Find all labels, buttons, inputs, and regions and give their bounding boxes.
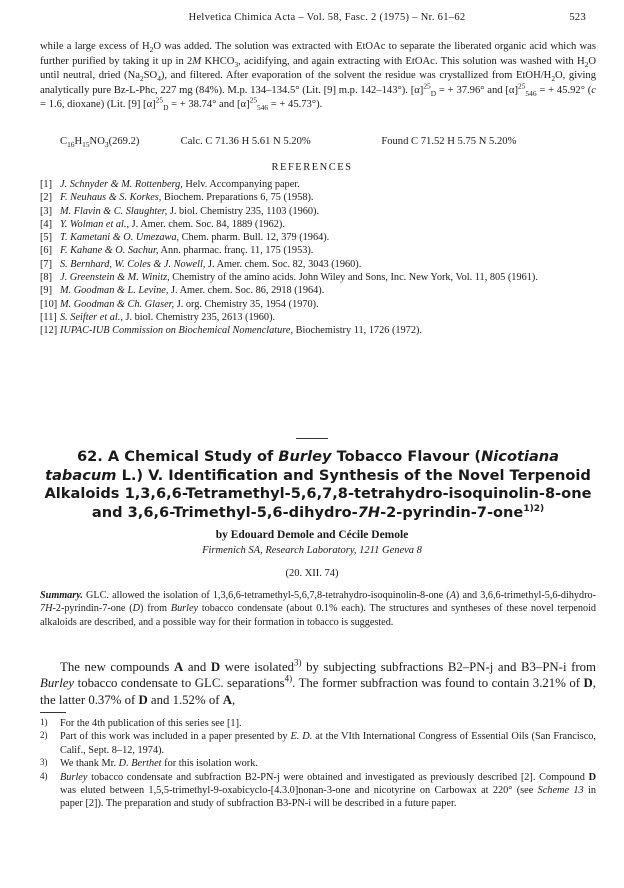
reference-item: [10] M. Goodman & Ch. Glaser, J. org. Chemistry 35, 1954 (1970).: [40, 298, 319, 310]
reference-item: [8] J. Greenstein & M. Winitz, Chemistry of the amino acids. John Wiley and Sons, Inc. New York, Vol. 11, 805 (1961).: [40, 272, 538, 284]
reference-item: [4] Y. Wolman et al., J. Amer. chem. Soc. 84, 1889 (1962).: [40, 218, 285, 230]
received-date: (20. XII. 74): [285, 568, 339, 579]
reference-item: [11] S. Seifter et al., J. biol. Chemistry 235, 2613 (1960).: [40, 311, 276, 323]
page-number: 523: [569, 12, 586, 23]
found-values: Found C 71.52 H 5.75 N 5.20%: [381, 136, 517, 147]
reference-item: [2] F. Neuhaus & S. Korkes, Biochem. Preparations 6, 75 (1958).: [40, 192, 314, 204]
reference-item: [6] F. Kahane & O. Sachur, Ann. pharmac. franç. 11, 175 (1953).: [40, 245, 314, 257]
affiliation: Firmenich SA, Research Laboratory, 1211 Geneva 8: [202, 545, 422, 556]
intro-paragraph: while a large excess of $H_2O$ was added. The solution was extracted with EtOAc to separate the liberated organic acid which was further purified by taking it up in 2M $KHCO_3$, acidifying, and again extracting with EtOAc. This solution was washed with $H_2O$ until neutral, dried $(Na_2SO_4)$, and filtered. After evaporation of the solvent the residue was crystallized from EtOH/$H_2O$, giving analytically pure Bz-L-Phc, 227 mg (84%). M.p. 134–134.5° (Lit. [9] m.p. 142–143°). $[\alpha]^{25}_D$ = + 37.96° and $[\alpha]^{25}_{546}$ = + 45.92° (c = 1.6, dioxane) (Lit. [9] $[\alpha]^{25}_D$ = + 38.74° and $[\alpha]^{25}_{546}$ = + 45.73°).: [40, 41, 597, 113]
calculated-values: Calc. C 71.36 H 5.61 N 5.20%: [180, 136, 311, 147]
article-title: 62. A Chemical Study of Burley Tobacco Flavour (Nicotiana tabacum L.) V. Identification and Synthesis of the Novel Terpenoid Alkaloids 1,3,6,6-Tetramethyl-5,6,7,8-tetrahydro-isoquinolin-8-one and 3,6,6-Trimethyl-5,6-dihydro-7H-2-pyrindin-7-one$^{1)2)}$: [44, 448, 592, 521]
footnote-item: 1) For the 4th publication of this series see [1].: [40, 717, 242, 729]
section-divider: [296, 438, 328, 439]
reference-item: [9] M. Goodman & L. Levine, J. Amer. chem. Soc. 86, 2918 (1964).: [40, 285, 325, 297]
footnote-list: [40, 717, 596, 811]
reference-list: [40, 178, 596, 338]
reference-item: [1] J. Schnyder & M. Rottenberg, Helv. Accompanying paper.: [40, 179, 300, 190]
footnote-rule: [40, 712, 66, 713]
references-heading: REFERENCES: [271, 162, 353, 173]
footnote-item: 2) Part of this work was included in a paper presented by E. D. at the VIth International Congress of Essential Oils (San Francisco, Calif., Sept. 8–12, 1974).: [40, 730, 596, 756]
reference-item: [3] M. Flavin & C. Slaughter, J. biol. Chemistry 235, 1103 (1960).: [40, 205, 320, 217]
journal-citation: Helvetica Chimica Acta – Vol. 58, Fasc. 2 (1975) – Nr. 61–62: [188, 12, 466, 23]
body-paragraph: The new compounds A and D were isolated$^{3)}$ by subjecting subfractions B2–PN-j and B3–PN-i from Burley tobacco condensate to GLC. separations$^{4)}$. The former subfraction was found to contain 3.21% of D, the latter 0.37% of D and 1.52% of A,: [40, 657, 596, 707]
footnote-item: 4) Burley tobacco condensate and subfraction B2-PN-j were obtained and investigated as previously described [2]. Compound D was eluted between 1,5,5-trimethyl-9-oxabicyclo-[4.3.0]nonan-3-one and nicotyrine on Carbowax at 220° (see Scheme 13 in paper [2]). The preparation and study of subfraction B3-PN-i will be described in a future paper.: [40, 770, 596, 810]
summary-paragraph: Summary. GLC. allowed the isolation of 1,3,6,6-tetramethyl-5,6,7,8-tetrahydro-isoquinolin-8-one (A) and 3,6,6-trimethyl-5,6-dihydro-7H-2-pyrindin-7-one (D) from Burley tobacco condensate (about 0.1% each). The structures and syntheses of these novel terpenoid alkaloids are described, and a possible way for their formation in tobacco is suggested.: [40, 590, 596, 628]
reference-item: [12] IUPAC-IUB Commission on Biochemical Nomenclature, Biochemistry 11, 1726 (1972).: [40, 325, 422, 337]
reference-item: [5] T. Kametani & O. Umezawa, Chem. pharm. Bull. 12, 379 (1964).: [40, 232, 330, 244]
elemental-analysis: [60, 136, 596, 150]
reference-item: [7] S. Bernhard, W. Coles & J. Nowell, J. Amer. chem. Soc. 82, 3043 (1960).: [40, 258, 362, 270]
footnote-item: 3) We thank Mr. D. Berthet for this isolation work.: [40, 757, 258, 770]
molecular-formula: $C_{16}H_{15}NO_3(269.2)$: [60, 136, 140, 150]
summary-label: Summary.: [40, 590, 83, 601]
running-head: [68, 12, 586, 23]
author-byline: by Edouard Demole and Cécile Demole: [215, 529, 409, 541]
